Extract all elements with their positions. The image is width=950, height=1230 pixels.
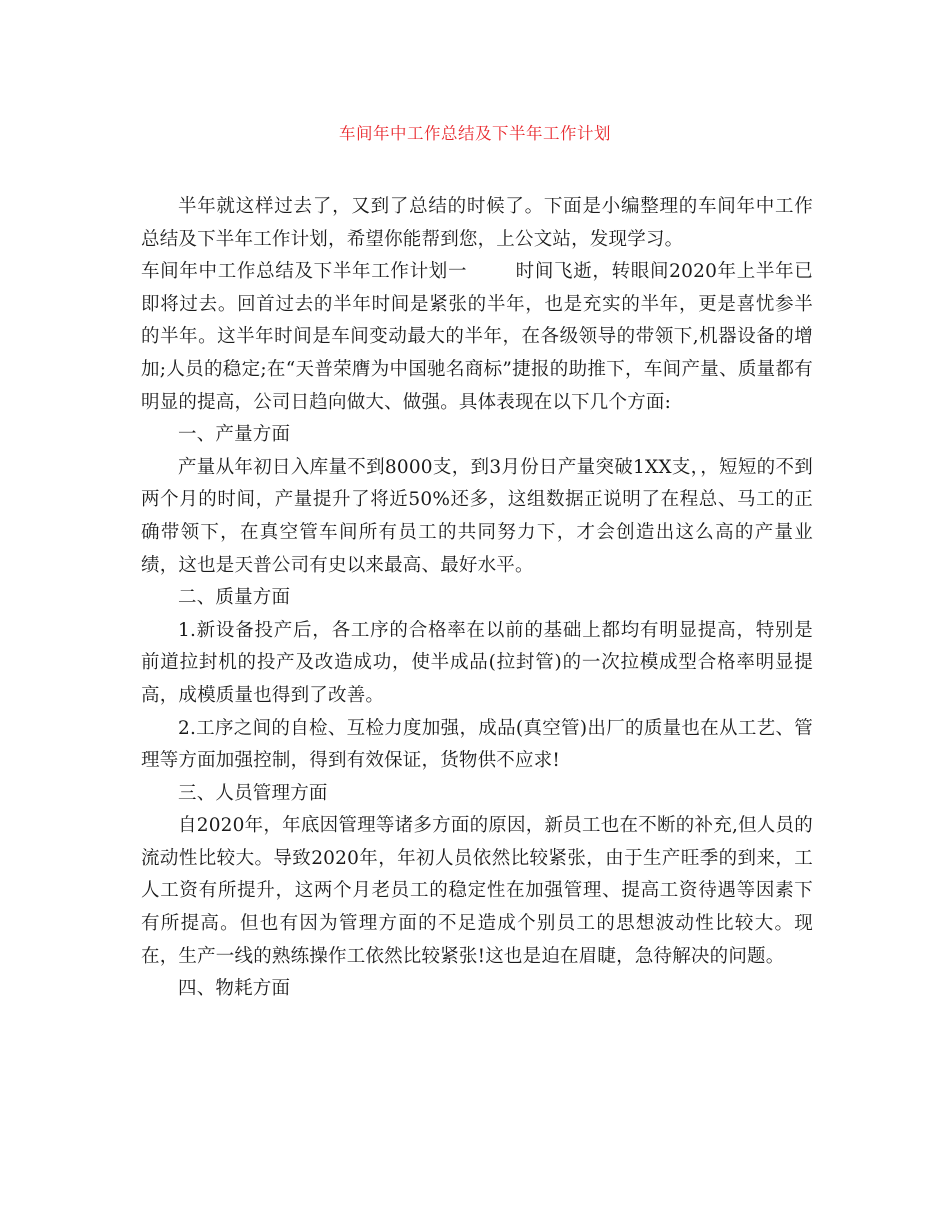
section2-heading: 二、质量方面 [178,587,291,609]
plan-text: 时间飞逝，转眼间2020年上半年已即将过去。回首过去的半年时间是紧张的半年，也是充实的半年，更是喜忧参半的半年。这半年时间是车间变动最大的半年，在各级领导的带领下,机器设备的增加;人员的稳定;在“天普荣膺为中国驰名商标”捷报的助推下，车间产量、质量都有明显的提高，公司日趋向做大、做强。具体表现在以下几个方面: [141,261,813,413]
document-title: 车间年中工作总结及下半年工作计划 [339,124,611,143]
intro-paragraph: 半年就这样过去了，又到了总结的时候了。下面是小编整理的车间年中工作总结及下半年工作计划，希望你能帮到您，上公文站，发现学习。 [141,196,813,250]
section4-heading: 四、物耗方面 [178,978,291,1000]
section1-heading: 一、产量方面 [178,424,291,446]
section3-paragraph: 自2020年，年底因管理等诸多方面的原因，新员工也在不断的补充,但人员的流动性比较大。导致2020年，年初人员依然比较紧张，由于生产旺季的到来，工人工资有所提升，这两个月老员工的稳定性在加强管理、提高工资待遇等因素下有所提高。但也有因为管理方面的不足造成个别员工的思想波动性比较大。现在，生产一线的熟练操作工依然比较紧张!这也是迫在眉睫，急待解决的问题。 [141,815,813,967]
section2-item1: 1.新设备投产后，各工序的合格率在以前的基础上都均有明显提高，特别是前道拉封机的投产及改造成功，使半成品(拉封管)的一次拉模成型合格率明显提高，成模质量也得到了改善。 [141,619,813,706]
section3-heading: 三、人员管理方面 [178,782,328,804]
document-body [141,191,813,1006]
plan-label: 车间年中工作总结及下半年工作计划一 [141,261,468,283]
plan-paragraph [141,256,813,419]
section2-item2: 2.工序之间的自检、互检力度加强，成品(真空管)出厂的质量也在从工艺、管理等方面加强控制，得到有效保证，货物供不应求! [141,717,813,772]
section1-paragraph: 产量从年初日入库量不到8000支，到3月份日产量突破1XX支，，短短的不到两个月的时间，产量提升了将近50%还多，这组数据正说明了在程总、马工的正确带领下，在真空管车间所有员工的共同努力下，才会创造出这么高的产量业绩，这也是天普公司有史以来最高、最好水平。 [141,456,813,576]
